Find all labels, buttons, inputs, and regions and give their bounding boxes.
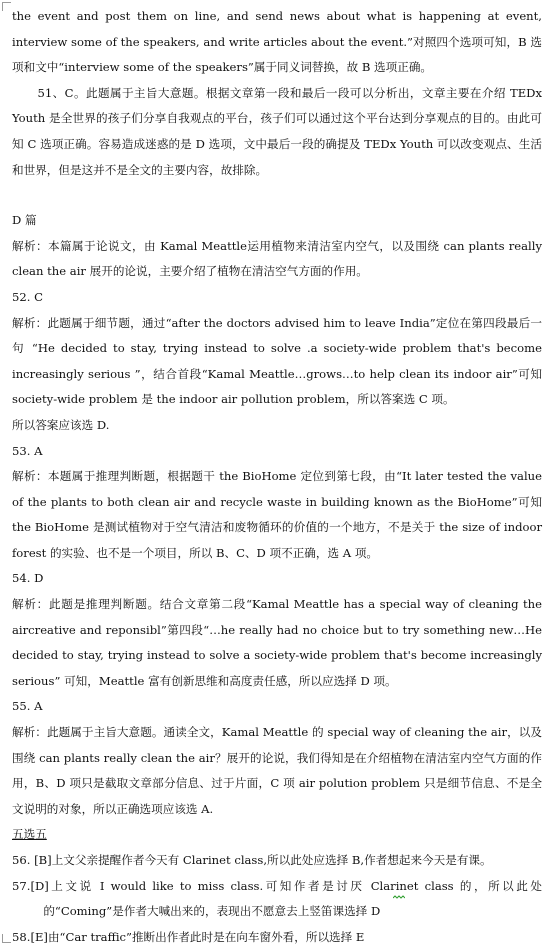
paragraph-q54-analysis: 解析：此题是推理判断题。结合文章第二段“Kamal Meattle has a special way of cleaning the aircreative and reponsibl”第四段“…he really had no choice but to try something new…He decided to stay, trying instead to solve a society-wide problem that's become increasingly serious” 可知，Meattle 富有创新思维和高度责任感，所以应选择 D 项。 <box>12 597 542 688</box>
paragraph-q51: 51、C。此题属于主旨大意题。根据文章第一段和最后一段可以分析出，文章主要在介绍 TEDx Youth 是全世界的孩子们分享自我观点的平台，孩子们可以通过这个平台达到分享观点的目的。由此可知 C 选项正确。容易造成迷惑的是 D 选项，文中最后一段的确提及 TEDx Youth 可以改变观点、生活和世界，但是这并不是全文的主要内容，故排除。 <box>12 85 542 177</box>
document-body <box>12 4 542 950</box>
paragraph-q58: 58.[E]由“Car traffic”推断出作者此时是在向车窗外看，所以选择 E <box>12 929 365 944</box>
spellcheck-squiggle-mark <box>393 895 405 899</box>
section-heading-d: D 篇 <box>12 213 37 228</box>
page-corner-mark-bottom-left <box>2 934 11 943</box>
paragraph-q57: 57.[D]上文说 I would like to miss class.可知作者是讨厌 Clarinet class 的，所以此处的“Coming”是作者大喊出来的，表现出不愿意去上竖笛课选择 D <box>12 878 542 919</box>
page-corner-mark-top-left <box>2 2 11 11</box>
question-55-answer: 55. A <box>12 699 43 714</box>
paragraph-passage-d-analysis: 解析：本篇属于论说文，由 Kamal Meattle运用植物来清洁室内空气，以及围绕 can plants really clean the air 展开的论说，主要介绍了植物在清洁空气方面的作用。 <box>12 238 542 279</box>
question-52-answer: 52. C <box>12 289 43 304</box>
paragraph-q52-note: 所以答案应该选 D. <box>12 417 110 432</box>
question-53-answer: 53. A <box>12 443 43 458</box>
question-54-answer: 54. D <box>12 571 44 586</box>
paragraph-q52-analysis: 解析：此题属于细节题，通过“after the doctors advised him to leave India”定位在第四段最后一句 “He decided to stay, trying instead to solve .a society-wide problem that's become increasingly serious ”，结合首段“Kamal Meattle…grows…to help clean its indoor air”可知 society-wide problem 是 the indoor air pollution problem，所以答案选 C 项。 <box>12 315 542 407</box>
paragraph-q53-analysis: 解析：本题属于推理判断题，根据题干 the BioHome 定位到第七段，由“It later tested the value of the plants to both clean air and recycle waste in building known as the BioHome”可知 the BioHome 是测试植物对于空气清洁和废物循环的价值的一个地方，不是关于 the size of indoor forest 的实验、也不是一个项目，所以 B、C、D 项不正确，选 A 项。 <box>12 469 542 560</box>
paragraph-q55-analysis: 解析：此题属于主旨大意题。通读全文，Kamal Meattle 的 special way of cleaning the air，以及围绕 can plants really clean the air？展开的论说，我们得知是在介绍植物在清洁室内空气方面的作用，B、D 项只是截取文章部分信息、过于片面，C 项 air polution problem 只是细节信息、不是全文说明的对象，所以正确选项应该选 A. <box>12 725 542 816</box>
paragraph-q56: 56. [B]上文父亲提醒作者今天有 Clarinet class,所以此处应选择 B,作者想起来今天是有课。 <box>12 853 492 867</box>
section-heading-five-choose-five: 五选五 <box>12 827 47 842</box>
paragraph-q50-continued: the event and post them on line, and send news about what is happening at event, interview some of the speakers, and write articles about the event.”对照四个选项可知，B 选项和文中“interview some of the speakers”属于同义词替换，故 B 选项正确。 <box>12 9 542 75</box>
